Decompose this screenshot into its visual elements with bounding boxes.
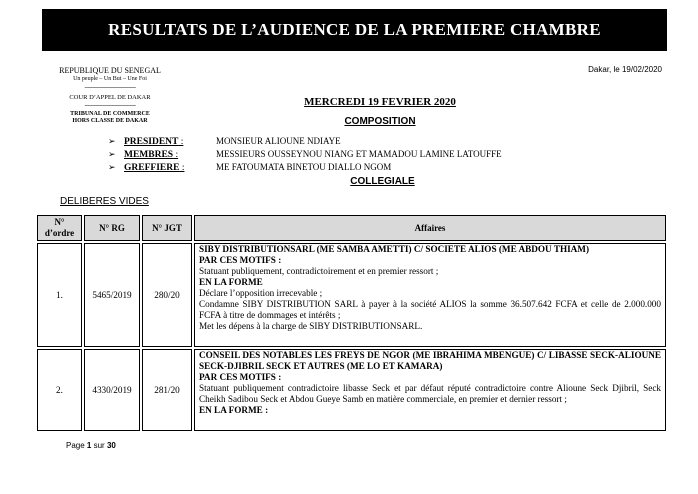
cell-affaire	[194, 243, 666, 347]
role-label: MEMBRES :	[124, 150, 179, 160]
col-header-ordre: N° d’ordre	[37, 215, 82, 241]
republic-label: REPUBLIQUE DU SENEGAL	[59, 66, 161, 75]
cell-rg: 4330/2019	[84, 349, 140, 431]
case-line: Statuant publiquement, contradictoirement et en premier ressort ;	[199, 266, 439, 276]
page-word: Page	[66, 441, 85, 450]
case-line: PAR CES MOTIFS :	[199, 255, 282, 265]
arrow-icon: ➢	[108, 162, 116, 172]
role-name: MESSIEURS OUSSEYNOU NIANG ET MAMADOU LAMINE LATOUFFE	[216, 149, 502, 159]
case-line: Déclare l’opposition irrecevable ;	[199, 288, 323, 298]
case-title: SIBY DISTRIBUTIONSARL (ME SAMBA AMETTI) C/ SOCIETE ALIOS (ME ABDOU THIAM)	[199, 244, 590, 254]
composition-title: COMPOSITION	[344, 116, 416, 127]
page-total: 30	[106, 441, 116, 450]
collegiale-label: COLLEGIALE	[350, 176, 415, 187]
case-line: Statuant publiquement contradictoire libasse Seck et par défaut réputé contradictoire contre Alioune Seck Djibril, Seck Cheikh Sadibou Seck et Abdou Gueye Samb en matière commerciale, en premier et dernier ressort ;	[199, 383, 661, 404]
case-line: Condamne SIBY DISTRIBUTION SARL à payer à la société ALIOS la somme 36.507.642 FCFA et celle de 2.000.000 FCFA à titre de dommages et intérêts ;	[199, 299, 661, 320]
col-header-jgt: N° JGT	[142, 215, 192, 241]
case-title: CONSEIL DES NOTABLES LES FREYS DE NGOR (ME IBRAHIMA MBENGUE) C/ LIBASSE SECK-ALIOUNE SECK-DJIBRIL SECK ET AUTRES (ME LO ET KAMARA)	[199, 350, 661, 371]
cell-rg: 5465/2019	[84, 243, 140, 347]
date-place: Dakar, le 19/02/2020	[588, 65, 662, 74]
of-word: sur	[93, 441, 105, 450]
results-table	[35, 213, 668, 433]
motto-label: Un peuple – Un But – Une Foi	[73, 76, 147, 82]
case-line: EN LA FORME :	[199, 405, 269, 415]
page-footer	[66, 441, 116, 450]
composition-row-president	[108, 136, 502, 149]
role-label: PRESIDENT :	[124, 137, 184, 147]
cell-ordre: 2.	[37, 349, 82, 431]
role-label: GREFFIERE :	[124, 163, 185, 173]
role-name: MONSIEUR ALIOUNE NDIAYE	[216, 136, 341, 146]
table-row	[37, 349, 666, 431]
page-banner: RESULTATS DE L’AUDIENCE DE LA PREMIERE CHAMBRE	[42, 9, 667, 51]
composition-row-greffiere	[108, 162, 502, 175]
case-line: Met les dépens à la charge de SIBY DISTRIBUTIONSARL.	[199, 321, 423, 331]
page-number: 1	[86, 441, 92, 450]
composition-list	[108, 136, 502, 175]
composition-row-membres	[108, 149, 502, 162]
cell-jgt: 280/20	[142, 243, 192, 347]
court-label: COUR D’APPEL DE DAKAR	[69, 94, 151, 101]
table-row	[37, 243, 666, 347]
arrow-icon: ➢	[108, 149, 116, 159]
case-line: PAR CES MOTIFS :	[199, 372, 282, 382]
col-header-rg: N° RG	[84, 215, 140, 241]
separator: ----------------------------------	[84, 85, 136, 91]
cell-ordre: 1.	[37, 243, 82, 347]
section-title: DELIBERES VIDES	[60, 196, 149, 207]
cell-jgt: 281/20	[142, 349, 192, 431]
cell-affaire	[194, 349, 666, 431]
tribunal-label-1: TRIBUNAL DE COMMERCE	[70, 111, 150, 117]
table-header-row	[37, 215, 666, 241]
tribunal-label-2: HORS CLASSE DE DAKAR	[72, 118, 148, 124]
col-header-affaires: Affaires	[194, 215, 666, 241]
role-name: ME FATOUMATA BINETOU DIALLO NGOM	[216, 162, 392, 172]
case-line: EN LA FORME	[199, 277, 263, 287]
separator: ----------------------------------	[84, 103, 136, 109]
arrow-icon: ➢	[108, 136, 116, 146]
court-header	[50, 66, 170, 125]
hearing-date-title: MERCREDI 19 FEVRIER 2020	[304, 96, 456, 108]
